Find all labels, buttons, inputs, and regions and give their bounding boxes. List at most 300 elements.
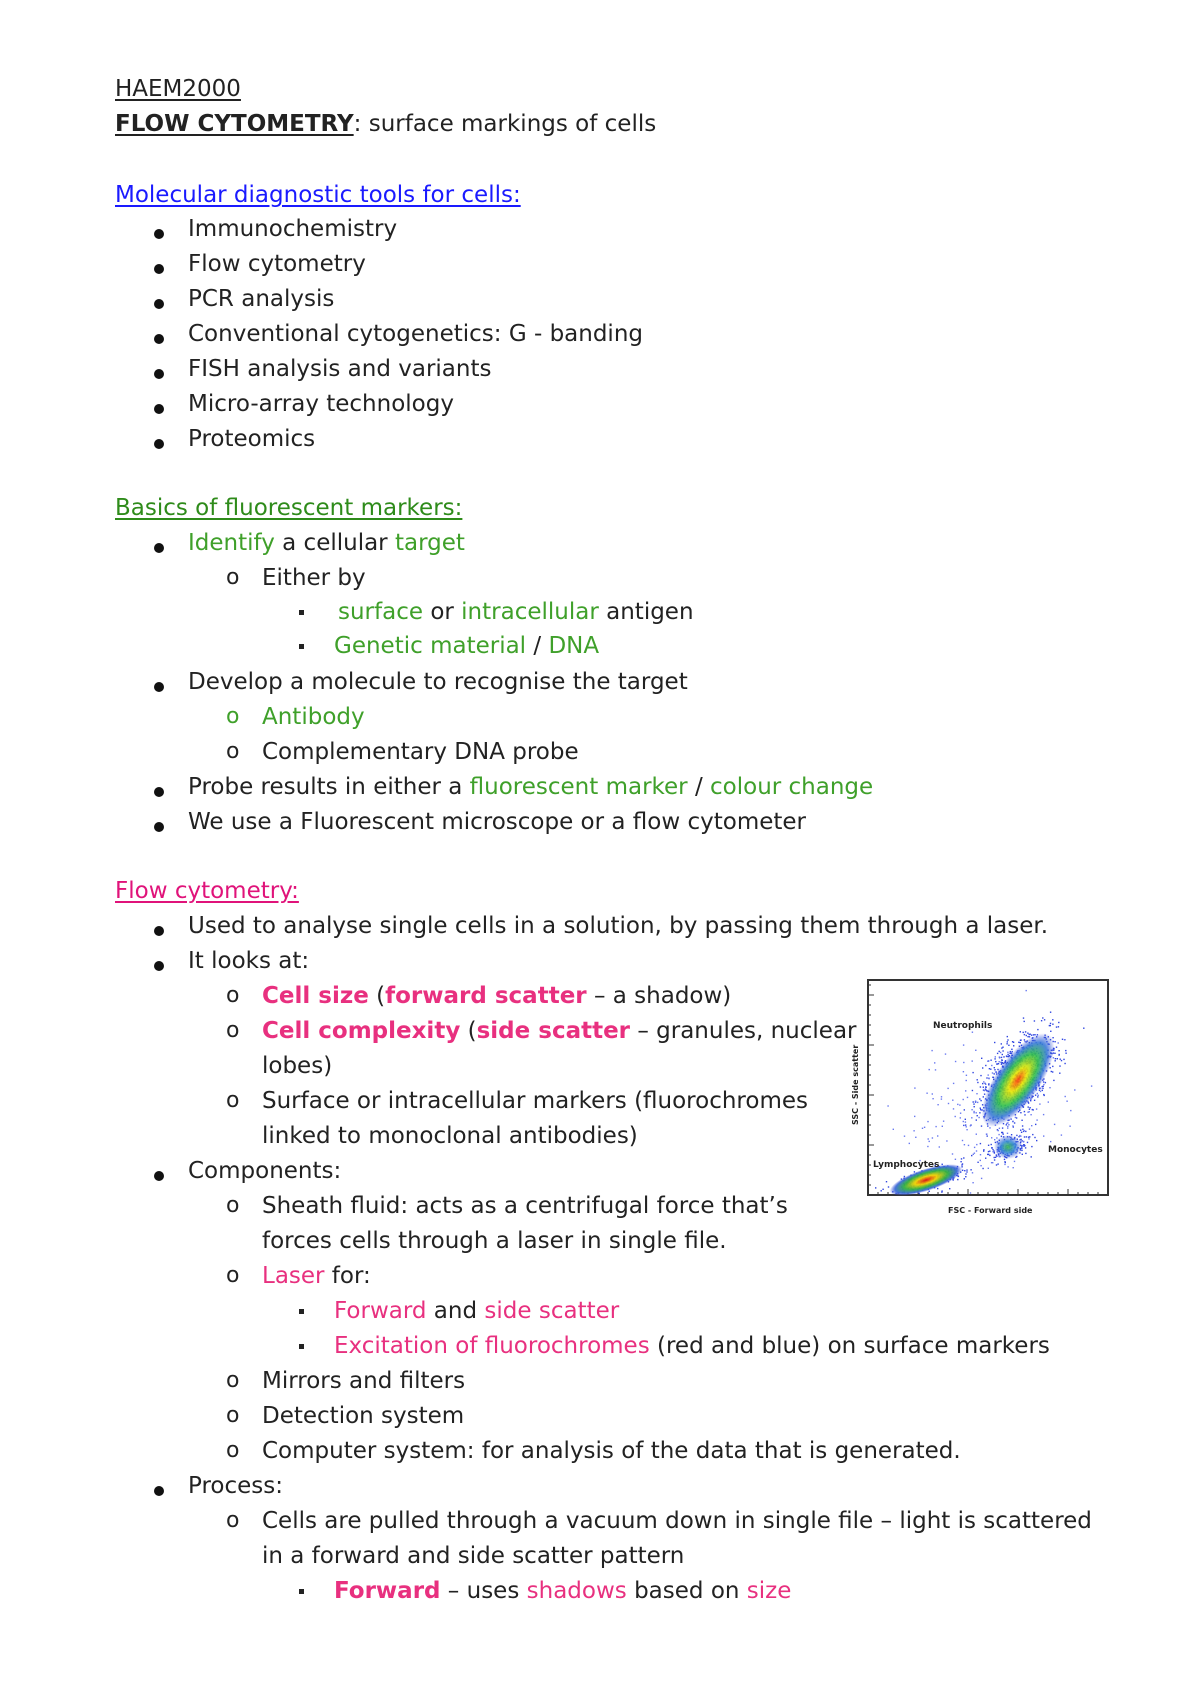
list-item: Proteomics [188,426,316,452]
scatter-dot [1003,1056,1004,1057]
scatter-dot [1045,1082,1046,1083]
scatter-dot [990,1060,991,1061]
sub-bullet-icon: o [226,1193,240,1218]
scatter-dot [939,1146,940,1147]
text-span: side scatter [484,1298,620,1324]
scatter-dot [1031,1035,1032,1036]
scatter-dot [1020,1112,1021,1113]
scatter-dot [994,1157,995,1158]
scatter-dot [1050,1141,1051,1142]
bullet-icon [154,404,164,414]
scatter-dot [1007,1126,1008,1127]
scatter-dot [1032,1134,1033,1135]
scatter-dot [999,1128,1000,1129]
scatter-dot [1063,1059,1064,1060]
sub-bullet-icon: o [226,1368,240,1393]
scatter-dot [994,1073,995,1074]
scatter-dot [976,1093,977,1094]
scatter-dot [1052,1019,1053,1020]
scatter-dot [960,1161,961,1162]
list-item: FISH analysis and variants [188,356,492,382]
list-item: Immunochemistry [188,216,398,242]
scatter-dot [1043,1081,1044,1082]
scatter-dot [988,1078,989,1079]
scatter-dot [970,1125,971,1126]
scatter-dot [1042,1088,1043,1089]
scatter-dot [1007,1036,1008,1037]
scatter-dot [1025,1153,1026,1154]
scatter-dot [972,1090,973,1091]
scatter-dot [966,1171,967,1172]
scatter-dot [929,1069,930,1070]
scatter-dot [1020,1031,1021,1032]
text-span: – granules, nuclear [630,1018,857,1044]
scatter-dot [1024,1130,1025,1131]
scatter-dot [935,1126,936,1127]
scatter-dot [988,1168,989,1169]
scatter-dot [1004,1161,1005,1162]
scatter-dot [1007,1122,1008,1123]
sub-sub-list-item [334,1331,1050,1361]
scatter-dot [1004,1159,1005,1160]
scatter-dot [987,1061,988,1062]
text-span: surface [338,599,424,625]
scatter-dot [1024,1039,1025,1040]
square-bullet-icon [299,644,304,649]
scatter-dot [1000,1062,1001,1063]
scatter-dot [963,1062,964,1063]
sub-bullet-icon: o [226,565,240,590]
scatter-dot [1060,1059,1061,1060]
scatter-dot [983,1087,984,1088]
sub-list-item-continued: forces cells through a laser in single file. [262,1228,727,1254]
scatter-dot [1029,1036,1030,1037]
scatter-dot [1006,1124,1007,1125]
scatter-dot [1021,1132,1022,1133]
scatter-dot [978,1117,979,1118]
scatter-dot [965,1124,966,1125]
scatter-dot [976,1134,977,1135]
scatter-dot [1007,1052,1008,1053]
lymphocytes-label: Lymphocytes [873,1160,940,1170]
scatter-dot [1052,1066,1053,1067]
scatter-dot [975,1050,976,1051]
scatter-dot [1012,1041,1013,1042]
scatter-dot [977,1082,978,1083]
scatter-dot [1007,1133,1008,1134]
scatter-dot [982,1083,983,1084]
scatter-dot [875,1187,876,1188]
sub-sub-list-item [338,597,694,627]
scatter-dot [980,1100,981,1101]
scatter-dot [1007,1166,1008,1167]
scatter-dot [965,1090,966,1091]
list-item: PCR analysis [188,286,335,312]
scatter-dot [887,1105,888,1106]
scatter-dot [986,1077,987,1078]
scatter-dot [931,1050,932,1051]
scatter-dot [979,1098,980,1099]
sub-sub-list-item [334,1296,619,1326]
sub-list-item: Cells are pulled through a vacuum down in single file – light is scattered [262,1508,1092,1534]
scatter-dot [941,1191,942,1192]
sub-bullet-icon: o [226,1508,240,1533]
scatter-dot [1039,1103,1040,1104]
scatter-dot [1016,1117,1017,1118]
scatter-dot [1051,1071,1052,1072]
scatter-dot [992,1162,993,1163]
scatter-dot [980,1075,981,1076]
scatter-dot [1023,1141,1024,1142]
scatter-dot [960,1117,961,1118]
scatter-dot [986,1133,987,1134]
square-bullet-icon [299,1344,304,1349]
scatter-dot [1057,1058,1058,1059]
text-span: antigen [598,599,694,625]
sub-list-item-continued: in a forward and side scatter pattern [262,1543,685,1569]
text-span: ( [460,1018,477,1044]
scatter-dot [932,1098,933,1099]
scatter-dot [996,1137,997,1138]
text-span: forward scatter [385,983,587,1009]
list-item: Develop a molecule to recognise the target [188,669,688,695]
scatter-dot [1036,1108,1037,1109]
scatter-dot [970,1169,971,1170]
list-item [188,528,465,558]
scatter-dot [1050,1023,1051,1024]
scatter-dot [989,1068,990,1069]
scatter-dot [1020,1042,1021,1043]
scatter-dot [983,1149,984,1150]
scatter-dot [1058,1054,1059,1055]
scatter-dot [937,1188,938,1189]
scatter-dot [991,1147,992,1148]
scatter-dot [976,1150,977,1151]
scatter-dot [1029,1128,1030,1129]
scatter-dot [999,1061,1000,1062]
scatter-dot [991,1144,992,1145]
scatter-dot [1033,1034,1034,1035]
neutrophils-label: Neutrophils [933,1021,993,1031]
scatter-dot [1029,1111,1030,1112]
scatter-dot [1064,1039,1065,1040]
scatter-dot [1050,1031,1051,1032]
scatter-dot [1064,1063,1065,1064]
scatter-dot [1011,1049,1012,1050]
scatter-dot [992,1072,993,1073]
scatter-dot [1065,1096,1066,1097]
scatter-dot [1058,1026,1059,1027]
section3-heading: Flow cytometry: [115,878,299,904]
scatter-dot [977,1162,978,1163]
scatter-dot [937,1104,938,1105]
scatter-dot [893,1129,894,1130]
scatter-dot [1049,1025,1050,1026]
scatter-dot [953,1108,954,1109]
scatter-dot [991,1065,992,1066]
text-span: DNA [548,633,600,659]
scatter-dot [1030,1034,1031,1035]
bullet-icon [154,264,164,274]
scatter-dot [983,1081,984,1082]
text-span: / [526,633,549,659]
scatter-dot [972,1032,973,1033]
scatter-dot [1025,1147,1026,1148]
y-axis-label: SSC - Side scatter [851,1044,860,1125]
scatter-dot [1029,1136,1030,1137]
scatter-dot [977,1102,978,1103]
scatter-dot [1031,1156,1032,1157]
scatter-dot [994,1152,995,1153]
scatter-dot [1008,1045,1009,1046]
scatter-dot [964,1178,965,1179]
scatter-dot [964,1109,965,1110]
section2-heading: Basics of fluorescent markers: [115,495,463,521]
text-span: Probe results in either a [188,774,470,800]
scatter-dot [1061,1134,1062,1135]
sub-list-item: Complementary DNA probe [262,739,579,765]
scatter-dot [1024,1145,1025,1146]
scatter-dot [999,1051,1000,1052]
scatter-dot [1002,1050,1003,1051]
scatter-dot [1002,1062,1003,1063]
scatter-dot [1033,1109,1034,1110]
sub-list-item: Sheath fluid: acts as a centrifugal force that’s [262,1193,788,1219]
scatter-dot [962,1140,963,1141]
list-item: Flow cytometry [188,251,366,277]
scatter-dot [886,1181,887,1182]
scatter-dot [980,1143,981,1144]
scatter-dot [1029,1107,1030,1108]
scatter-dot [1043,1086,1044,1087]
scatter-dot [963,1157,964,1158]
sub-bullet-icon: o [226,1438,240,1463]
scatter-dot [986,1087,987,1088]
scatter-dot [1027,1036,1028,1037]
scatter-dot [1030,1114,1031,1115]
text-span: – a shadow) [586,983,732,1009]
scatter-dot [1044,1019,1045,1020]
scatter-dot [1066,1101,1067,1102]
scatter-dot [992,1149,993,1150]
bullet-icon [154,369,164,379]
scatter-dot [928,1138,929,1139]
scatter-dot [974,1106,975,1107]
scatter-dot [913,1130,914,1131]
scatter-dot [1013,1045,1014,1046]
list-item: Process: [188,1473,283,1499]
square-bullet-icon [299,1589,304,1594]
scatter-dot [1044,1095,1045,1096]
scatter-dot [1021,1140,1022,1141]
sub-list-item-continued: linked to monoclonal antibodies) [262,1123,638,1149]
text-span: – uses [440,1578,527,1604]
scatter-dot [1026,1136,1027,1137]
scatter-dot [1037,1096,1038,1097]
scatter-dot [972,1072,973,1073]
scatter-plot-image [848,975,1113,1220]
scatter-dot [960,1113,961,1114]
scatter-dot [1015,1117,1016,1118]
text-span: shadows [526,1578,627,1604]
scatter-dot [1013,1167,1014,1168]
scatter-dot [1001,1043,1002,1044]
list-item: Micro-array technology [188,391,454,417]
scatter-dot [881,1190,882,1191]
sub-bullet-icon: o [226,1263,240,1288]
scatter-dot [1039,1090,1040,1091]
scatter-dot [1052,1071,1053,1072]
scatter-dot [989,1155,990,1156]
scatter-dot [1029,1109,1030,1110]
scatter-dot [1034,1137,1035,1138]
scatter-dot [965,1119,966,1120]
scatter-dot [1054,1053,1055,1054]
bullet-icon [154,439,164,449]
scatter-dot [955,1061,956,1062]
scatter-dot [1003,1134,1004,1135]
scatter-dot [982,1067,983,1068]
scatter-dot [1038,1095,1039,1096]
scatter-dot [981,1058,982,1059]
sub-list-item: Mirrors and filters [262,1368,466,1394]
bullet-icon [154,334,164,344]
bullet-icon [154,787,164,797]
scatter-dot [1058,1022,1059,1023]
scatter-dot [962,1163,963,1164]
scatter-dot [882,1189,883,1190]
list-item [188,772,873,802]
scatter-dot [963,1044,964,1045]
scatter-dot [1007,1054,1008,1055]
scatter-dot [1052,1037,1053,1038]
scatter-dot [975,1101,976,1102]
scatter-dot [1020,1040,1021,1041]
scatter-dot [985,1084,986,1085]
text-span: ( [368,983,386,1009]
sub-list-item [262,981,731,1011]
scatter-dot [990,1069,991,1070]
scatter-dot [1052,1024,1053,1025]
scatter-dot [963,1125,964,1126]
scatter-dot [1004,1164,1005,1165]
scatter-dot [1043,1084,1044,1085]
scatter-dot [941,1098,942,1099]
scatter-dot [1001,1047,1002,1048]
scatter-dot [977,1079,978,1080]
scatter-dot [997,1163,998,1164]
scatter-dot [1054,1041,1055,1042]
scatter-dot [982,1168,983,1169]
scatter-dot [1002,1127,1003,1128]
text-span: Identify [188,530,275,556]
scatter-dot [953,1083,954,1084]
scatter-dot [1065,1053,1066,1054]
text-span: Cell size [262,983,369,1009]
scatter-dot [946,1140,947,1141]
scatter-dot [1018,1042,1019,1043]
scatter-dot [980,1154,981,1155]
scatter-dot [934,1062,935,1063]
scatter-dot [1002,1054,1003,1055]
scatter-dot [998,1130,999,1131]
scatter-dot [1042,1090,1043,1091]
scatter-dot [1055,1060,1056,1061]
sub-bullet-icon: o [226,739,240,764]
sub-list-item-continued: lobes) [262,1053,333,1079]
scatter-dot [997,1053,998,1054]
bullet-icon [154,961,164,971]
scatter-dot [1069,1126,1070,1127]
scatter-dot [989,1127,990,1128]
text-span: Genetic material [334,633,527,659]
scatter-dot [1016,1135,1017,1136]
scatter-dot [932,1093,933,1094]
scatter-dot [983,1096,984,1097]
sub-list-item: Surface or intracellular markers (fluorochromes [262,1088,808,1114]
list-item: Components: [188,1158,342,1184]
scatter-dot [1058,1042,1059,1043]
scatter-dot [927,1146,928,1147]
scatter-dot [1091,1085,1092,1086]
scatter-dot [924,1127,925,1128]
scatter-dot [1059,1073,1060,1074]
scatter-dot [1055,1058,1056,1059]
text-span: Laser [262,1263,325,1289]
scatter-dot [995,1056,996,1057]
scatter-dot [989,1151,990,1152]
scatter-dot [963,1121,964,1122]
scatter-dot [985,1065,986,1066]
scatter-dot [981,1178,982,1179]
scatter-dot [1002,1060,1003,1061]
scatter-dot [972,1182,973,1183]
scatter-dot [935,1069,936,1070]
scatter-dot [1070,1110,1071,1111]
scatter-dot [963,1099,964,1100]
scatter-dot [929,1191,930,1192]
scatter-dot [941,1096,942,1097]
scatter-dot [1037,1029,1038,1030]
scatter-dot [994,1067,995,1068]
scatter-dot [961,1158,962,1159]
scatter-dot [966,1080,967,1081]
scatter-dot [1031,1125,1032,1126]
scatter-dot [1024,1034,1025,1035]
scatter-dot [945,1053,946,1054]
scatter-dot [1000,1052,1001,1053]
scatter-dot [914,1116,915,1117]
scatter-dot [976,1144,977,1145]
scatter-dot [952,1100,953,1101]
scatter-dot [995,1071,996,1072]
scatter-dot [1050,1012,1051,1013]
scatter-dot [1020,1130,1021,1131]
scatter-dot [1007,1041,1008,1042]
scatter-dot [915,1137,916,1138]
scatter-dot [971,1117,972,1118]
scatter-dot [1023,1017,1024,1018]
scatter-dot [1020,1139,1021,1140]
scatter-dot [965,1176,966,1177]
scatter-dot [981,1125,982,1126]
scatter-dot [1027,1033,1028,1034]
sub-sub-list-item [334,1576,791,1606]
scatter-dot [971,1109,972,1110]
scatter-dot [922,1128,923,1129]
scatter-dot [973,1111,974,1112]
course-code: HAEM2000 [115,76,241,102]
